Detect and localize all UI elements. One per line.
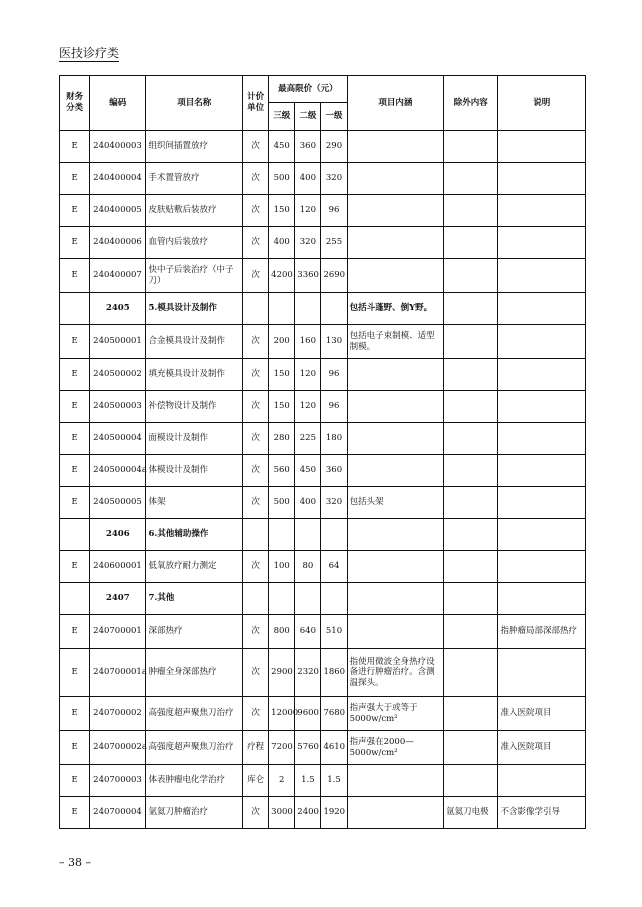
note-cell: 不含影像学引导 bbox=[498, 797, 586, 829]
name-cell: 低氧放疗耐力测定 bbox=[146, 551, 243, 583]
price-level-1-cell: 510 bbox=[321, 615, 347, 649]
price-level-3-cell: 12000 bbox=[269, 697, 295, 731]
price-level-3-cell: 4200 bbox=[269, 259, 295, 293]
price-level-2-cell: 225 bbox=[295, 423, 321, 455]
content-cell bbox=[347, 519, 444, 551]
content-cell bbox=[347, 765, 444, 797]
exclusion-cell: 氩氦刀电极 bbox=[444, 797, 498, 829]
price-level-1-cell bbox=[321, 519, 347, 551]
price-level-2-cell: 120 bbox=[295, 391, 321, 423]
header-level-3: 三级 bbox=[269, 103, 295, 131]
fin-cell: E bbox=[60, 551, 90, 583]
table-row bbox=[60, 649, 586, 697]
content-cell: 指使用微波全身热疗设备进行肿瘤治疗。含测温探头。 bbox=[347, 649, 444, 697]
price-level-1-cell: 96 bbox=[321, 391, 347, 423]
name-cell: 氩氦刀肿瘤治疗 bbox=[146, 797, 243, 829]
note-cell bbox=[498, 195, 586, 227]
name-cell: 体架 bbox=[146, 487, 243, 519]
price-level-3-cell: 2 bbox=[269, 765, 295, 797]
price-level-3-cell: 150 bbox=[269, 195, 295, 227]
price-level-1-cell: 96 bbox=[321, 195, 347, 227]
exclusion-cell bbox=[444, 487, 498, 519]
page-header bbox=[59, 44, 119, 61]
table-body bbox=[60, 131, 586, 829]
note-cell bbox=[498, 293, 586, 325]
code-cell: 240500004a bbox=[90, 455, 146, 487]
code-cell: 2406 bbox=[90, 519, 146, 551]
exclusion-cell bbox=[444, 163, 498, 195]
price-level-3-cell: 450 bbox=[269, 131, 295, 163]
category-title: 医技诊疗类 bbox=[59, 46, 120, 60]
note-cell: 指肿瘤局部深部热疗 bbox=[498, 615, 586, 649]
note-cell bbox=[498, 583, 586, 615]
note-cell bbox=[498, 391, 586, 423]
fin-cell: E bbox=[60, 765, 90, 797]
exclusion-cell bbox=[444, 455, 498, 487]
content-cell bbox=[347, 583, 444, 615]
price-level-1-cell: 64 bbox=[321, 551, 347, 583]
content-cell bbox=[347, 227, 444, 259]
table-row bbox=[60, 731, 586, 765]
unit-cell: 次 bbox=[243, 259, 269, 293]
name-cell: 合金模具设计及制作 bbox=[146, 325, 243, 359]
code-cell: 240500004 bbox=[90, 423, 146, 455]
price-level-2-cell: 400 bbox=[295, 163, 321, 195]
name-cell: 6.其他辅助操作 bbox=[146, 519, 243, 551]
fin-cell: E bbox=[60, 797, 90, 829]
code-cell: 240400005 bbox=[90, 195, 146, 227]
exclusion-cell bbox=[444, 391, 498, 423]
unit-cell: 次 bbox=[243, 423, 269, 455]
fin-cell: E bbox=[60, 163, 90, 195]
table-row bbox=[60, 423, 586, 455]
note-cell bbox=[498, 551, 586, 583]
unit-cell bbox=[243, 519, 269, 551]
content-cell bbox=[347, 797, 444, 829]
exclusion-cell bbox=[444, 649, 498, 697]
code-cell: 240700001 bbox=[90, 615, 146, 649]
fin-cell: E bbox=[60, 649, 90, 697]
price-level-2-cell: 450 bbox=[295, 455, 321, 487]
price-level-2-cell: 120 bbox=[295, 195, 321, 227]
fin-cell: E bbox=[60, 227, 90, 259]
header-item-name: 项目名称 bbox=[146, 76, 243, 131]
code-cell: 240500005 bbox=[90, 487, 146, 519]
section-row bbox=[60, 519, 586, 551]
price-level-2-cell: 320 bbox=[295, 227, 321, 259]
name-cell: 面模设计及制作 bbox=[146, 423, 243, 455]
price-level-2-cell bbox=[295, 583, 321, 615]
name-cell: 皮肤贴敷后装放疗 bbox=[146, 195, 243, 227]
table-row bbox=[60, 551, 586, 583]
unit-cell: 次 bbox=[243, 487, 269, 519]
header-fin-category: 财务分类 bbox=[60, 76, 90, 131]
price-level-3-cell: 3000 bbox=[269, 797, 295, 829]
price-level-1-cell: 4610 bbox=[321, 731, 347, 765]
fin-cell: E bbox=[60, 359, 90, 391]
price-level-1-cell: 1920 bbox=[321, 797, 347, 829]
note-cell bbox=[498, 765, 586, 797]
section-row bbox=[60, 583, 586, 615]
price-level-2-cell: 360 bbox=[295, 131, 321, 163]
header-code: 编码 bbox=[90, 76, 146, 131]
note-cell bbox=[498, 325, 586, 359]
content-cell bbox=[347, 455, 444, 487]
fin-cell: E bbox=[60, 455, 90, 487]
header-notes: 说明 bbox=[498, 76, 586, 131]
header-level-1: 一级 bbox=[321, 103, 347, 131]
name-cell: 补偿物设计及制作 bbox=[146, 391, 243, 423]
content-cell bbox=[347, 259, 444, 293]
price-level-1-cell: 255 bbox=[321, 227, 347, 259]
price-level-2-cell bbox=[295, 293, 321, 325]
fin-cell bbox=[60, 583, 90, 615]
header-level-2: 二级 bbox=[295, 103, 321, 131]
name-cell: 填充模具设计及制作 bbox=[146, 359, 243, 391]
note-cell: 准入医院项目 bbox=[498, 731, 586, 765]
header-content: 项目内涵 bbox=[347, 76, 444, 131]
note-cell bbox=[498, 649, 586, 697]
price-level-2-cell: 2320 bbox=[295, 649, 321, 697]
code-cell: 240700001a bbox=[90, 649, 146, 697]
unit-cell: 次 bbox=[243, 325, 269, 359]
price-level-2-cell: 640 bbox=[295, 615, 321, 649]
price-level-3-cell: 7200 bbox=[269, 731, 295, 765]
price-level-3-cell bbox=[269, 583, 295, 615]
code-cell: 240500002 bbox=[90, 359, 146, 391]
price-level-1-cell: 180 bbox=[321, 423, 347, 455]
code-cell: 240500001 bbox=[90, 325, 146, 359]
content-cell: 包括电子束制模、适型制模。 bbox=[347, 325, 444, 359]
note-cell bbox=[498, 487, 586, 519]
price-level-1-cell: 320 bbox=[321, 163, 347, 195]
price-level-3-cell: 400 bbox=[269, 227, 295, 259]
price-level-3-cell: 100 bbox=[269, 551, 295, 583]
exclusion-cell bbox=[444, 195, 498, 227]
header-unit: 计价单位 bbox=[243, 76, 269, 131]
unit-cell: 次 bbox=[243, 615, 269, 649]
table-row bbox=[60, 697, 586, 731]
price-level-3-cell bbox=[269, 293, 295, 325]
price-level-2-cell: 120 bbox=[295, 359, 321, 391]
header-price-limit: 最高限价（元） bbox=[269, 76, 347, 103]
note-cell bbox=[498, 359, 586, 391]
price-level-2-cell: 1.5 bbox=[295, 765, 321, 797]
price-level-3-cell: 200 bbox=[269, 325, 295, 359]
fin-cell: E bbox=[60, 195, 90, 227]
unit-cell: 次 bbox=[243, 227, 269, 259]
fin-cell bbox=[60, 293, 90, 325]
table-row bbox=[60, 797, 586, 829]
price-level-1-cell bbox=[321, 583, 347, 615]
content-cell bbox=[347, 359, 444, 391]
note-cell: 准入医院项目 bbox=[498, 697, 586, 731]
exclusion-cell bbox=[444, 731, 498, 765]
table-row bbox=[60, 259, 586, 293]
content-cell bbox=[347, 195, 444, 227]
price-level-3-cell: 2900 bbox=[269, 649, 295, 697]
name-cell: 7.其他 bbox=[146, 583, 243, 615]
price-level-3-cell: 500 bbox=[269, 487, 295, 519]
note-cell bbox=[498, 259, 586, 293]
name-cell: 肿瘤全身深部热疗 bbox=[146, 649, 243, 697]
fin-cell bbox=[60, 519, 90, 551]
code-cell: 240700004 bbox=[90, 797, 146, 829]
fin-cell: E bbox=[60, 487, 90, 519]
price-level-1-cell: 7680 bbox=[321, 697, 347, 731]
unit-cell bbox=[243, 293, 269, 325]
unit-cell: 疗程 bbox=[243, 731, 269, 765]
unit-cell: 次 bbox=[243, 391, 269, 423]
fin-cell: E bbox=[60, 391, 90, 423]
name-cell: 深部热疗 bbox=[146, 615, 243, 649]
note-cell bbox=[498, 227, 586, 259]
name-cell: 高强度超声聚焦刀治疗 bbox=[146, 731, 243, 765]
price-level-1-cell: 290 bbox=[321, 131, 347, 163]
price-level-1-cell: 1.5 bbox=[321, 765, 347, 797]
exclusion-cell bbox=[444, 259, 498, 293]
name-cell: 体模设计及制作 bbox=[146, 455, 243, 487]
table-row bbox=[60, 359, 586, 391]
table-row bbox=[60, 765, 586, 797]
price-level-1-cell: 96 bbox=[321, 359, 347, 391]
price-level-3-cell: 280 bbox=[269, 423, 295, 455]
unit-cell: 次 bbox=[243, 131, 269, 163]
fee-table bbox=[59, 75, 586, 829]
exclusion-cell bbox=[444, 765, 498, 797]
unit-cell: 次 bbox=[243, 551, 269, 583]
exclusion-cell bbox=[444, 227, 498, 259]
name-cell: 手术置管放疗 bbox=[146, 163, 243, 195]
table-row bbox=[60, 455, 586, 487]
fin-cell: E bbox=[60, 325, 90, 359]
content-cell bbox=[347, 615, 444, 649]
exclusion-cell bbox=[444, 293, 498, 325]
content-cell: 包括头架 bbox=[347, 487, 444, 519]
price-level-1-cell: 320 bbox=[321, 487, 347, 519]
name-cell: 高强度超声聚焦刀治疗 bbox=[146, 697, 243, 731]
code-cell: 240500003 bbox=[90, 391, 146, 423]
price-level-2-cell: 2400 bbox=[295, 797, 321, 829]
price-level-2-cell: 9600 bbox=[295, 697, 321, 731]
content-cell: 指声强大于或等于5000w/cm² bbox=[347, 697, 444, 731]
unit-cell: 次 bbox=[243, 697, 269, 731]
price-level-1-cell: 360 bbox=[321, 455, 347, 487]
content-cell bbox=[347, 131, 444, 163]
unit-cell: 次 bbox=[243, 455, 269, 487]
name-cell: 快中子后装治疗（中子刀） bbox=[146, 259, 243, 293]
section-row bbox=[60, 293, 586, 325]
table-row bbox=[60, 227, 586, 259]
price-level-2-cell: 80 bbox=[295, 551, 321, 583]
name-cell: 血管内后装放疗 bbox=[146, 227, 243, 259]
fin-cell: E bbox=[60, 731, 90, 765]
price-level-3-cell: 800 bbox=[269, 615, 295, 649]
unit-cell: 次 bbox=[243, 359, 269, 391]
code-cell: 240600001 bbox=[90, 551, 146, 583]
fin-cell: E bbox=[60, 131, 90, 163]
table-row bbox=[60, 325, 586, 359]
price-level-1-cell: 130 bbox=[321, 325, 347, 359]
table-row bbox=[60, 615, 586, 649]
code-cell: 240700003 bbox=[90, 765, 146, 797]
table-row bbox=[60, 487, 586, 519]
code-cell: 240400007 bbox=[90, 259, 146, 293]
note-cell bbox=[498, 455, 586, 487]
page-number: – 38 – bbox=[59, 856, 91, 869]
price-level-1-cell: 1860 bbox=[321, 649, 347, 697]
name-cell: 5.模具设计及制作 bbox=[146, 293, 243, 325]
fin-cell: E bbox=[60, 697, 90, 731]
exclusion-cell bbox=[444, 551, 498, 583]
content-cell bbox=[347, 551, 444, 583]
content-cell bbox=[347, 163, 444, 195]
price-level-3-cell: 150 bbox=[269, 391, 295, 423]
note-cell bbox=[498, 163, 586, 195]
price-level-2-cell bbox=[295, 519, 321, 551]
unit-cell: 次 bbox=[243, 649, 269, 697]
unit-cell: 库仑 bbox=[243, 765, 269, 797]
exclusion-cell bbox=[444, 697, 498, 731]
exclusion-cell bbox=[444, 519, 498, 551]
table-row bbox=[60, 163, 586, 195]
price-level-3-cell: 150 bbox=[269, 359, 295, 391]
unit-cell: 次 bbox=[243, 195, 269, 227]
code-cell: 2407 bbox=[90, 583, 146, 615]
header-exclusions: 除外内容 bbox=[444, 76, 498, 131]
unit-cell: 次 bbox=[243, 797, 269, 829]
content-cell: 指声强在2000—5000w/cm² bbox=[347, 731, 444, 765]
exclusion-cell bbox=[444, 131, 498, 163]
price-level-2-cell: 3360 bbox=[295, 259, 321, 293]
exclusion-cell bbox=[444, 423, 498, 455]
content-cell: 包括斗蓬野、倒Y野。 bbox=[347, 293, 444, 325]
exclusion-cell bbox=[444, 359, 498, 391]
exclusion-cell bbox=[444, 325, 498, 359]
unit-cell: 次 bbox=[243, 163, 269, 195]
code-cell: 240400003 bbox=[90, 131, 146, 163]
fin-cell: E bbox=[60, 259, 90, 293]
price-level-1-cell: 2690 bbox=[321, 259, 347, 293]
note-cell bbox=[498, 519, 586, 551]
code-cell: 240400004 bbox=[90, 163, 146, 195]
price-level-3-cell: 560 bbox=[269, 455, 295, 487]
name-cell: 组织间插置放疗 bbox=[146, 131, 243, 163]
content-cell bbox=[347, 423, 444, 455]
fin-cell: E bbox=[60, 615, 90, 649]
table-row bbox=[60, 391, 586, 423]
note-cell bbox=[498, 131, 586, 163]
code-cell: 240700002a bbox=[90, 731, 146, 765]
code-cell: 240400006 bbox=[90, 227, 146, 259]
price-level-2-cell: 5760 bbox=[295, 731, 321, 765]
price-level-2-cell: 400 bbox=[295, 487, 321, 519]
note-cell bbox=[498, 423, 586, 455]
table-row bbox=[60, 131, 586, 163]
fin-cell: E bbox=[60, 423, 90, 455]
exclusion-cell bbox=[444, 615, 498, 649]
price-level-2-cell: 160 bbox=[295, 325, 321, 359]
table-row bbox=[60, 195, 586, 227]
exclusion-cell bbox=[444, 583, 498, 615]
code-cell: 240700002 bbox=[90, 697, 146, 731]
price-level-3-cell: 500 bbox=[269, 163, 295, 195]
name-cell: 体表肿瘤电化学治疗 bbox=[146, 765, 243, 797]
code-cell: 2405 bbox=[90, 293, 146, 325]
price-level-3-cell bbox=[269, 519, 295, 551]
price-level-1-cell bbox=[321, 293, 347, 325]
content-cell bbox=[347, 391, 444, 423]
unit-cell bbox=[243, 583, 269, 615]
